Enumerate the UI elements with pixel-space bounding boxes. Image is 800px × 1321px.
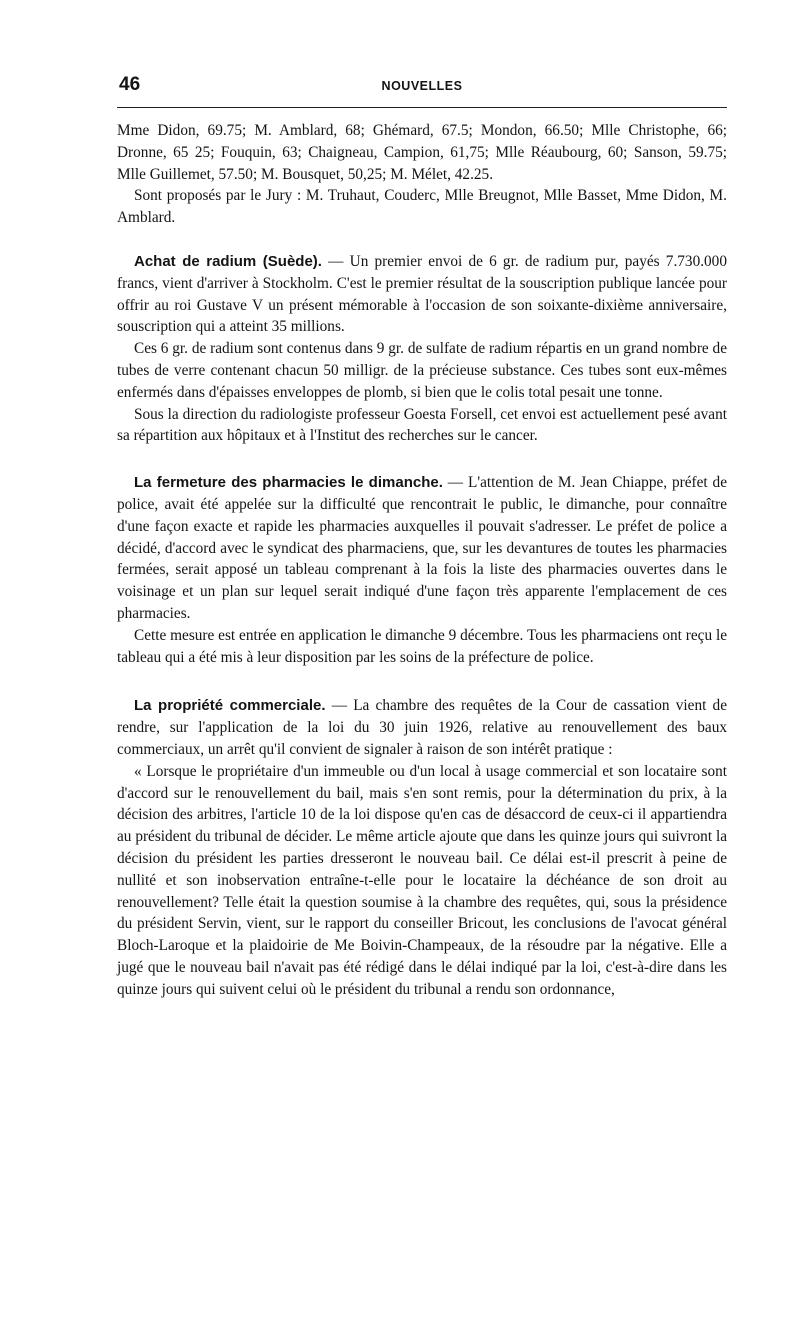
propriete-intro-paragraph: [117, 695, 727, 760]
header-rule: [117, 107, 727, 108]
pharmacies-text-1: — L'attention de M. Jean Chiappe, préfet de police, avait été appelée sur la difficulté que rencontrait le public, le dimanche, pour connaître d'une façon exacte et rapide les pharmacies auxquelles il pouvait s'adresser. Le préfet de police a décidé, d'accord avec le syndicat des pharmaciens, que, sur les devantures de toutes les pharmacies fermées, serait apposé un tableau comprenant à la fois la liste des pharmacies ouvertes dans le voisinage et un plan sur lequel serait indiqué d'une façon très apparente l'emplacement de ces pharmacies.: [117, 474, 727, 622]
radium-text-3: Sous la direction du radiologiste professeur Goesta Forsell, cet envoi est actuellement pesé avant sa répartition aux hôpitaux et à l'Institut des recherches sur le cancer.: [117, 405, 727, 445]
pharmacies-heading: La fermeture des pharmacies le dimanche.: [134, 474, 443, 492]
pharmacies-text-2: Cette mesure est entrée en application le dimanche 9 décembre. Tous les pharmaciens ont reçu le tableau qui a été mis à leur disposition par les soins de la préfecture de police.: [117, 626, 727, 666]
page-number: 46: [119, 74, 141, 95]
propriete-heading: La propriété commerciale.: [134, 697, 326, 715]
radium-text-1: — Un premier envoi de 6 gr. de radium pur, payés 7.730.000 francs, vient d'arriver à Stockholm. C'est le premier résultat de la souscription publique lancée pour offrir au roi Gustave V un présent mémorable à l'occasion de son soixante-dixième anniversaire, souscription qui a atteint 35 millions.: [117, 252, 727, 336]
propriete-text-1: — La chambre des requêtes de la Cour de cassation vient de rendre, sur l'application de la loi du 30 juin 1926, relative au renouvellement des baux commerciaux, un arrêt qu'il convient de signaler à raison de son intérêt pratique :: [117, 697, 727, 758]
propriete-text-2: « Lorsque le propriétaire d'un immeuble ou d'un local à usage commercial et son locataire sont d'accord sur le renouvellement du bail, mais s'en sont remis, pour la détermination du prix, à la décision des arbitres, l'article 10 de la loi dispose qu'en cas de désaccord de ceux-ci il appartiendra au président du tribunal de décider. Le même article ajoute que dans les quinze jours qui suivront la décision du président les parties dresseront le nouveau bail. Ce délai est-il prescrit à peine de nullité et son inobservation entraîne-t-elle pour le locataire la déchéance de son droit au renouvellement? Telle était la question soumise à la chambre des requêtes, qui, sous la présidence du président Servin, vient, sur le rapport du conseiller Bricout, les conclusions de l'avocat général Bloch-Laroque et la plaidoirie de Me Boivin-Champeaux, de la résoudre par la négative. Elle a jugé que le nouveau bail n'avait pas été rédigé dans le délai indiqué par la loi, c'est-à-dire dans les quinze jours qui suivent celui où le président du tribunal a rendu son ordonnance,: [117, 762, 727, 998]
radium-text-2: Ces 6 gr. de radium sont contenus dans 9 gr. de sulfate de radium répartis en un grand nombre de tubes de verre contenant chacun 50 milligr. de la précieuse substance. Ces tubes sont eux-mêmes enfermés dans d'épaisses enveloppes de plomb, si bien que le colis total pesait une tonne.: [117, 340, 727, 401]
running-title: NOUVELLES: [381, 79, 463, 93]
radium-heading: Achat de radium (Suède).: [134, 252, 322, 270]
page-body: [117, 120, 727, 1000]
page-header: [117, 74, 727, 100]
results-paragraph: Mme Didon, 69.75; M. Amblard, 68; Ghémard, 67.5; Mondon, 66.50; Mlle Christophe, 66; Dronne, 65 25; Fouquin, 63; Chaigneau, Campion, 61,75; Mlle Réaubourg, 60; Sanson, 59.75; Mlle Guillemet, 57.50; M. Bousquet, 50,25; M. Mélet, 42.25.: [117, 122, 727, 183]
pharmacies-intro-paragraph: [117, 472, 727, 625]
radium-intro-paragraph: [117, 251, 727, 338]
jury-proposal-paragraph: Sont proposés par le Jury : M. Truhaut, Couderc, Mlle Breugnot, Mlle Basset, Mme Didon, M. Amblard.: [117, 187, 727, 227]
